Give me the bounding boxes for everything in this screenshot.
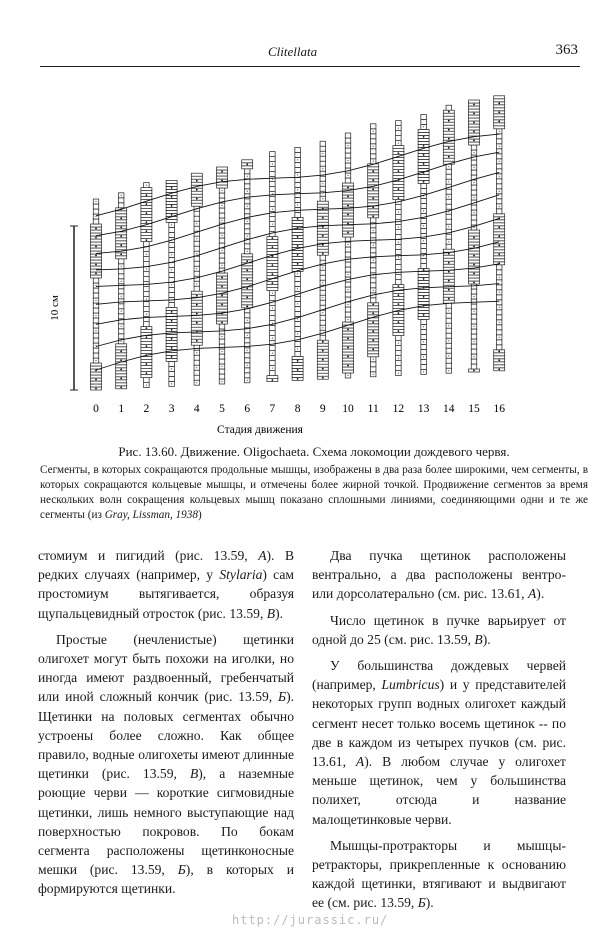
worm-strip [217, 167, 228, 384]
stage-label: 14 [443, 403, 455, 415]
watermark: http://jurassic.ru/ [232, 913, 389, 927]
worm-strip [242, 160, 253, 383]
worm-strip [141, 183, 152, 388]
paragraph: Два пучка щетинок расположены вентрально, а два расположены вентро- или дорсолатерально (см. рис. 13.61, А). [312, 548, 566, 602]
stage-label: 3 [168, 403, 175, 415]
paragraph: Мышцы-протракторы и мышцы-ретракторы, прикрепленные к основанию каждой щетинки, втягивают и выдвигают ее (см. рис. 13.59, Б). [312, 837, 566, 911]
paragraph: Простые (нечленистые) щетинки олигохет могут быть похожи на иголки, но иногда имеют раздвоенный, гребенчатый или иной сложный кончик (рис. 13.59, Б). Щетинки на половых сегментах обычно устроены более сложно. Как общее правило, водные олигохеты имеют длинные щетинки (рис. 13.59, В), а наземные роющие черви — короткие сигмовидные щетинки, лишь немного выступающие над поверхностью покровов. По бокам сегмента расположены щетинконосные мешки (рис. 13.59, Б), в которых и формируются щетинки. [38, 631, 294, 897]
right-column [312, 546, 566, 913]
worm-strip [368, 124, 379, 377]
worm-strip [494, 96, 505, 371]
worm-strip [116, 193, 127, 389]
worm-strip [469, 100, 480, 372]
stage-label: 9 [319, 403, 326, 415]
worm-strip [191, 173, 202, 385]
worm-strip [267, 152, 278, 382]
worm-strip [393, 121, 404, 376]
caption-text-end: ) [197, 509, 202, 521]
worm-strip [443, 105, 454, 373]
stage-label: 2 [143, 403, 150, 415]
worm-strip [418, 114, 429, 374]
stage-label: 1 [118, 403, 125, 415]
locomotion-figure [49, 80, 540, 440]
worm-strip [317, 141, 328, 379]
x-axis-title: Стадия движения [217, 424, 303, 436]
stage-label: 4 [193, 403, 200, 415]
running-title: Clitellata [268, 44, 318, 59]
stage-label: 5 [219, 403, 225, 415]
stage-label: 15 [468, 403, 480, 415]
stage-label: 10 [342, 403, 354, 415]
worm-strips [91, 96, 505, 390]
caption-text: Сегменты, в которых сокращаются продольные мышцы, изображены в два раза более широкими, чем сегменты, в которых сокращаются кольцевые мышцы, и отмечены более жирной точкой. Продвижение сегментов за время нескольких волн сокращения кольцевых мышц показано сплошными линиями, соединяющими одни и те же сегменты (из [40, 464, 588, 521]
page-number: 363 [555, 42, 578, 58]
scale-label: 10 см [49, 295, 61, 321]
stage-label: 6 [244, 403, 251, 415]
stage-label: 13 [417, 403, 430, 415]
stage-labels [93, 403, 505, 415]
paragraph: стомиум и пигидий (рис. 13.59, А). В редких случаях (например, у Stylaria) сам простомиум вытягивается, образуя щупальцевидный отросток (рис. 13.59, В). [38, 548, 295, 621]
worm-strip [292, 147, 303, 380]
stage-label: 8 [294, 403, 301, 415]
stage-label: 12 [392, 403, 405, 415]
left-column [38, 546, 294, 899]
stage-label: 11 [367, 403, 379, 415]
stage-label: 0 [93, 403, 99, 415]
stage-label: 7 [269, 403, 276, 415]
header-rule [40, 66, 580, 67]
figure-caption-title: Рис. 13.60. Движение. Oligochaeta. Схема локомоции дождевого червя. [118, 444, 510, 459]
paragraph: У большинства дождевых червей (например, Lumbricus) и у представителей некоторых групп водных олигохет каждый сегмент несет только восемь щетинок -- по две в каждом из четырех пучков (см. рис. 13.61, А). В любом случае у олигохет меньше щетинок, чем у большинства полихет, отсюда и название малощетинковые черви. [312, 658, 567, 827]
caption-citation: Gray, Lissman, 1938 [104, 509, 198, 521]
worm-strip [91, 199, 102, 390]
worm-strip [166, 180, 177, 386]
paragraph: Число щетинок в пучке варьирует от одной до 25 (см. рис. 13.59, В). [312, 612, 566, 647]
figure-caption-body [40, 463, 588, 523]
stage-label: 16 [493, 403, 505, 415]
